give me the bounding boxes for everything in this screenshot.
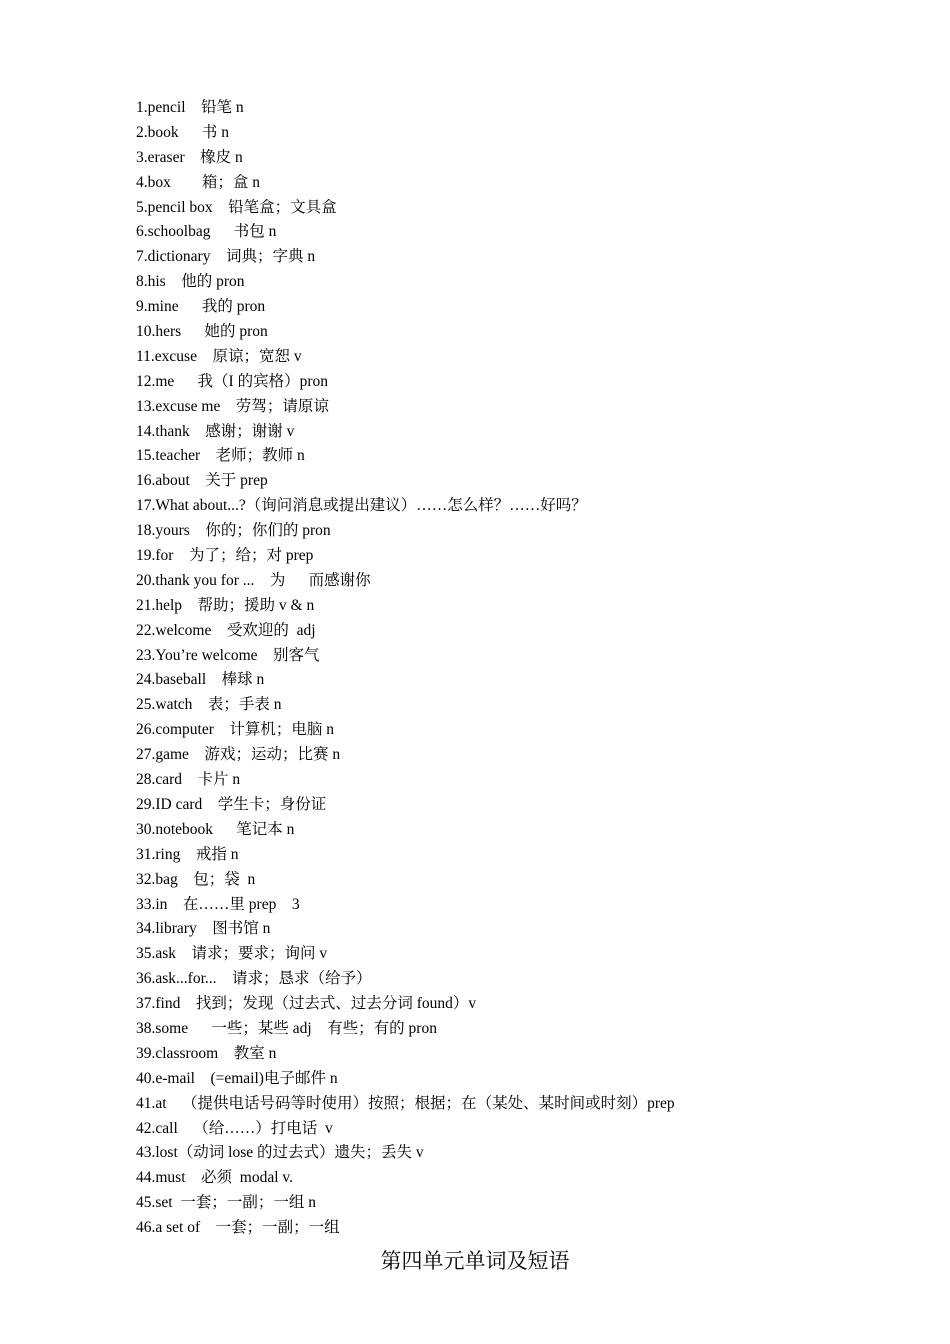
vocab-entry: 36.ask...for... 请求；恳求（给予） xyxy=(136,970,372,988)
vocab-entry: 39.classroom 教室 n xyxy=(136,1044,277,1062)
vocab-entry: 1.pencil 铅笔 n xyxy=(136,99,244,116)
vocab-entry: 21.help 帮助；援助 v & n xyxy=(136,596,315,614)
vocab-entry: 40.e-mail (=email)电子邮件 n xyxy=(136,1069,338,1087)
vocab-entry: 3.eraser 橡皮 n xyxy=(136,148,243,166)
vocab-entry: 28.card 卡片 n xyxy=(136,771,241,789)
vocab-entry: 5.pencil box 铅笔盒；文具盒 xyxy=(136,198,337,216)
vocab-entry: 12.me 我（I 的宾格）pron xyxy=(136,372,329,390)
vocab-entry: 19.for 为了；给；对 prep xyxy=(136,547,314,565)
vocab-entry: 4.box 箱；盒 n xyxy=(136,173,261,191)
vocab-entry: 10.hers 她的 pron xyxy=(136,323,268,341)
vocab-entry: 16.about 关于 prep xyxy=(136,472,268,490)
vocab-entry: 41.at （提供电话号码等时使用）按照；根据；在（某处、某时间或时刻）prep xyxy=(136,1094,675,1112)
vocab-entry: 29.ID card 学生卡；身份证 xyxy=(136,795,327,813)
vocab-entry: 33.in 在……里 prep 3 xyxy=(136,895,300,913)
vocab-entry: 11.excuse 原谅；宽恕 v xyxy=(136,347,302,365)
vocab-entry: 31.ring 戒指 n xyxy=(136,845,239,863)
vocab-entry: 18.yours 你的；你们的 pron xyxy=(136,522,331,540)
vocab-entry: 45.set 一套；一副；一组 n xyxy=(136,1194,316,1212)
vocab-entry: 15.teacher 老师；教师 n xyxy=(136,447,305,465)
vocab-entry: 13.excuse me 劳驾；请原谅 xyxy=(136,397,329,415)
vocab-entry: 17.What about...?（询问消息或提出建议）……怎么样？……好吗？ xyxy=(136,497,587,515)
vocab-entry: 23.You’re welcome 别客气 xyxy=(136,646,320,664)
vocab-entry: 6.schoolbag 书包 n xyxy=(136,223,277,241)
vocab-entry: 37.find 找到；发现（过去式、过去分词 found）v xyxy=(136,995,477,1013)
vocab-entry: 8.his 他的 pron xyxy=(136,273,245,291)
vocab-entry: 38.some 一些；某些 adj 有些；有的 pron xyxy=(136,1019,437,1037)
vocab-entry: 34.library 图书馆 n xyxy=(136,920,271,938)
vocabulary-list xyxy=(136,96,856,1241)
vocab-entry: 32.bag 包；袋 n xyxy=(136,870,256,888)
vocab-entry: 24.baseball 棒球 n xyxy=(136,671,265,689)
vocab-entry: 14.thank 感谢；谢谢 v xyxy=(136,422,295,440)
vocab-entry: 44.must 必须 modal v. xyxy=(136,1169,294,1187)
vocab-entry: 46.a set of 一套；一副；一组 xyxy=(136,1219,340,1237)
vocab-entry: 2.book 书 n xyxy=(136,123,230,141)
unit-heading: 第四单元单词及短语 xyxy=(380,1249,570,1273)
vocab-entry: 35.ask 请求；要求；询问 v xyxy=(136,945,328,963)
vocab-entry: 7.dictionary 词典；字典 n xyxy=(136,248,316,266)
vocab-entry: 42.call （给……）打电话 v xyxy=(136,1119,333,1137)
vocab-entry: 26.computer 计算机；电脑 n xyxy=(136,721,335,739)
vocab-entry: 20.thank you for ... 为 而感谢你 xyxy=(136,571,371,589)
vocab-entry: 9.mine 我的 pron xyxy=(136,298,266,316)
vocab-entry: 43.lost（动词 lose 的过去式）遗失；丢失 v xyxy=(136,1144,424,1162)
vocab-entry: 25.watch 表；手表 n xyxy=(136,696,282,714)
vocab-entry: 30.notebook 笔记本 n xyxy=(136,820,295,838)
vocab-entry: 22.welcome 受欢迎的 adj xyxy=(136,621,316,639)
vocab-entry: 27.game 游戏；运动；比赛 n xyxy=(136,746,341,764)
